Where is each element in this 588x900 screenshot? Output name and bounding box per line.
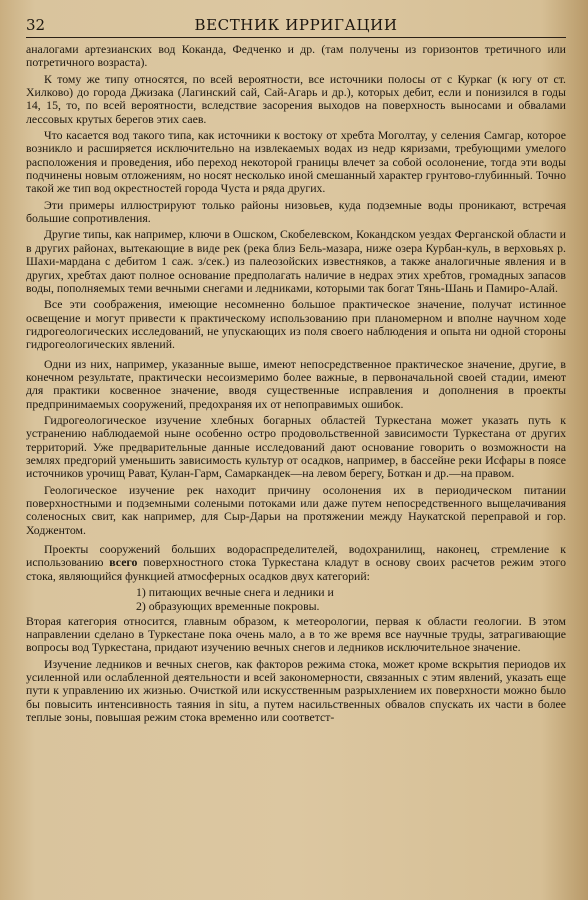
paragraph-8: Гидрогеологическое изучение хлебных богарных областей Туркестана может указать путь к устранению наблюдаемой ныне особенно остро продовольственной зависимости Туркестана от других территорий. Уже предварительные данные исследований дают основание говорить о возможности на землях предгорий уменьшить зависимость культур от осадков, например, в бассейне реки Исфары в поясе источников урочищ Рават, Кулан-Гарм, Самаркандек—на левом берегу, Боткан и др.—на правом. xyxy=(26,412,566,481)
running-header xyxy=(26,16,566,38)
paragraph-3: Что касается вод такого типа, как источники к востоку от хребта Моголтау, у селения Самгар, которое возникло и расширяется исключительно на извлекаемых водах из недр кяризами, требующими умелого расположения и проведения, ибо переход некоторой границы влечет за собой осолонение, тогда эти воды подчинены новым отложениям, но носят несколько иной смешанный характер грунтово-глубинный. Точно такой же тип вод окрестностей города Чуста и ряда других. xyxy=(26,128,566,196)
list-item-2: 2) образующих временные покровы. xyxy=(136,599,320,614)
projects-text-after: поверхностного стока Туркестана кладут в основу своих расчетов режим этого стока, являющийся функцией атмосферных осадков двух категорий: xyxy=(26,555,566,583)
paragraph-2: К тому же типу относятся, по всей вероятности, все источники полосы от с Куркаг (к югу от ст. Хилково) до города Джизака (Лагинский сай, Сай-Агарь и др.), которых дебит, если и понизился в годы 14, 15, то, по всей вероятности, вследствие засорения выходов на поверхность выносами и обвалами лессовых крутых берегов этих саев. xyxy=(26,71,566,126)
projects-text-before: Проекты сооружений больших водораспределителей, водохранилищ, наконец, стремление к использованию xyxy=(26,542,566,570)
paragraph-9: Геологическое изучение рек находит причину осолонения их в периодическом питании поверхностными и подземными солеными потоками или даже путем непосредственного выщелачивания соленосных свит, как например, для Сыр-Дарьи на протяжении между Наукатской переправой и гор. Ходжентом. xyxy=(26,482,566,537)
paragraph-1: аналогами артезианских вод Коканда, Федченко и др. (там получены из горизонтов третичного или потретичного возраста). xyxy=(26,42,566,70)
paragraph-second-category: Вторая категория относится, главным образом, к метеорологии, первая к области геологии. В этом направлении сделано в Туркестане пока очень мало, а в то же время все научные труды, затрагивающие вопросы вод Туркестана, придают изучению вечных снегов и ледников исключительное значение. xyxy=(26,613,566,655)
paragraph-glaciers: Изучение ледников и вечных снегов, как факторов режима стока, может кроме вскрытия периодов их усиленной или ослабленной деятельности и всей закономерности, связанных с этим явлений, указать еще пути к управлению их жизнью. Очисткой или искусственным разрыхлением их поверхности можно было бы повысить интенсивность таяния in situ, а путем насильственных обвалов спускать их части в более теплые зоны, повышая режим стока временно или соответст- xyxy=(26,656,566,725)
paragraph-projects xyxy=(26,543,566,583)
list-item-1: 1) питающих вечные снега и ледники и xyxy=(136,585,334,600)
paragraph-6: Все эти соображения, имеющие несомненно большое практическое значение, получат истинное освещение и могут привести к практическому использованию при планомерном и вполне научном ходе гидрогеологических исследований, не упускающих из поля своего наблюдения и опыта ни одной стороны гидрогеологических явлений. xyxy=(26,297,566,352)
paragraph-5: Другие типы, как например, ключи в Ошском, Скобелевском, Кокандском уездах Ферганской области и в других районах, вытекающие в виде рек (река близ Бель-мазара, ниже озера Курбан-куль, в верховьях р. Шахи-мардана с дебитом 1 саж. з/сек.) из палеозойских известняков, а также аналогичные явления и в других, хребтах дают полное основание предполагать наличие в недрах этих хребтов, громадных запасов воды, пополняемых теми вечными снегами и ледниками, которыми так богат Тянь-Шань и Памиро-Алай. xyxy=(26,227,566,295)
journal-title: ВЕСТНИК ИРРИГАЦИИ xyxy=(194,16,398,34)
projects-emphasis: всего xyxy=(109,555,138,570)
paragraph-4: Эти примеры иллюстрируют только районы низовьев, куда подземные воды проникают, встречая большие сопротивления. xyxy=(26,197,566,226)
article-body xyxy=(26,43,566,725)
paragraph-7: Одни из них, например, указанные выше, имеют непосредственное практическое значение, другие, в конечном результате, практически несоизмеримо более важные, в первоначальной своей стадии, имеют для практики косвенное значение, вводя существенные исправления и дополнения в проекты предпринимаемых сооружений, предохраняя их от непоправимых ошибок. xyxy=(26,356,566,411)
page-number: 32 xyxy=(26,16,46,34)
